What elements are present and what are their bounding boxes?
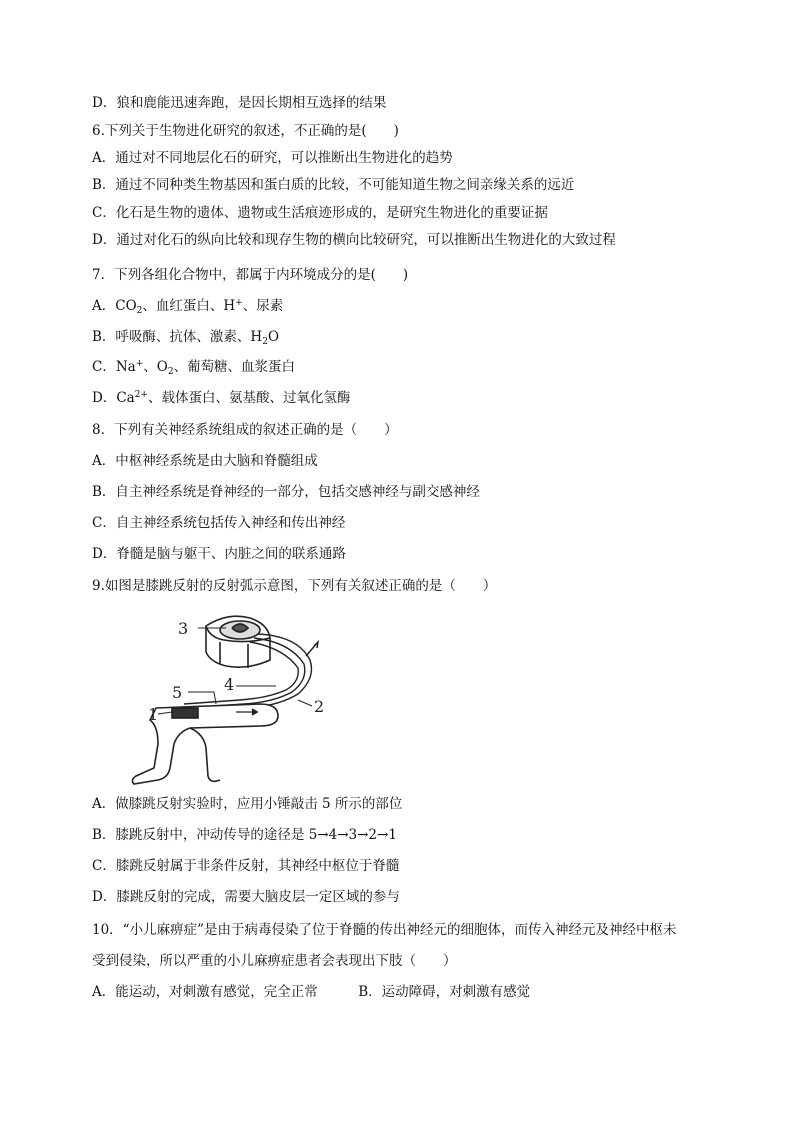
q9-option-a: A．做膝跳反射实验时，应用小锤敲击 5 所示的部位 (92, 796, 403, 812)
q6-option-b: B．通过不同种类生物基因和蛋白质的比较，不可能知道生物之间亲缘关系的远近 (92, 177, 575, 193)
figure-label-2: 2 (314, 697, 325, 716)
question-6-stem: 6.下列关于生物进化研究的叙述，不正确的是( ) (92, 123, 399, 139)
q6-option-d: D．通过对化石的纵向比较和现存生物的横向比较研究，可以推断出生物进化的大致过程 (92, 232, 616, 248)
q7-option-b: B．呼吸酶、抗体、激素、$H_2O$ (92, 329, 280, 347)
q7-option-c: C．Na+、$O_2$、葡萄糖、血浆蛋白 (92, 359, 296, 377)
q7-option-d: D．$Ca^{2+}$、载体蛋白、氨基酸、过氧化氢酶 (92, 390, 351, 406)
figure-label-3: 3 (178, 619, 189, 638)
q9-option-c: C．膝跳反射属于非条件反射，其神经中枢位于脊髓 (92, 858, 400, 874)
q10-options-a-b: A．能运动，对刺激有感觉，完全正常 B．运动障碍，对刺激有感觉 (92, 984, 531, 1000)
figure-label-4: 4 (224, 675, 235, 694)
q7-option-a: A．$CO_2$、血红蛋白、H+、尿素 (92, 298, 284, 316)
question-7-stem: 7．下列各组化合物中，都属于内环境成分的是( ) (92, 267, 409, 283)
q6-option-a: A．通过对不同地层化石的研究，可以推断出生物进化的趋势 (92, 150, 453, 166)
q8-option-c: C．自主神经系统包括传入神经和传出神经 (92, 515, 346, 531)
question-10-stem-line2: 受到侵染，所以严重的小儿麻痹症患者会表现出下肢（ ） (92, 953, 457, 969)
question-9-stem: 9.如图是膝跳反射的反射弧示意图，下列有关叙述正确的是（ ） (92, 578, 497, 594)
q9-option-d: D．膝跳反射的完成，需要大脑皮层一定区域的参与 (92, 889, 400, 905)
q8-option-b: B．自主神经系统是脊神经的一部分，包括交感神经与副交感神经 (92, 484, 480, 500)
figure-label-1: 1 (148, 705, 159, 724)
q6-option-c: C．化石是生物的遗体、遗物或生活痕迹形成的，是研究生物进化的重要证据 (92, 205, 548, 221)
spinal-cord-drawing (206, 616, 270, 668)
q9-option-b: B．膝跳反射中，冲动传导的途径是 5→4→3→2→1 (92, 827, 397, 843)
q5-option-d: D．狼和鹿能迅速奔跑，是因长期相互选择的结果 (92, 95, 387, 111)
question-8-stem: 8．下列有关神经系统组成的叙述正确的是（ ） (92, 422, 398, 438)
q8-option-d: D．脊髓是脑与躯干、内脏之间的联系通路 (92, 546, 346, 562)
q8-option-a: A．中枢神经系统是由大脑和脊髓组成 (92, 453, 318, 469)
knee-jerk-reflex-arc-figure (128, 608, 358, 788)
figure-label-5: 5 (172, 683, 183, 702)
question-10-stem-line1: 10．“小儿麻痹症”是由于病毒侵染了位于脊髓的传出神经元的细胞体，而传入神经元及神经中枢未 (92, 922, 677, 938)
